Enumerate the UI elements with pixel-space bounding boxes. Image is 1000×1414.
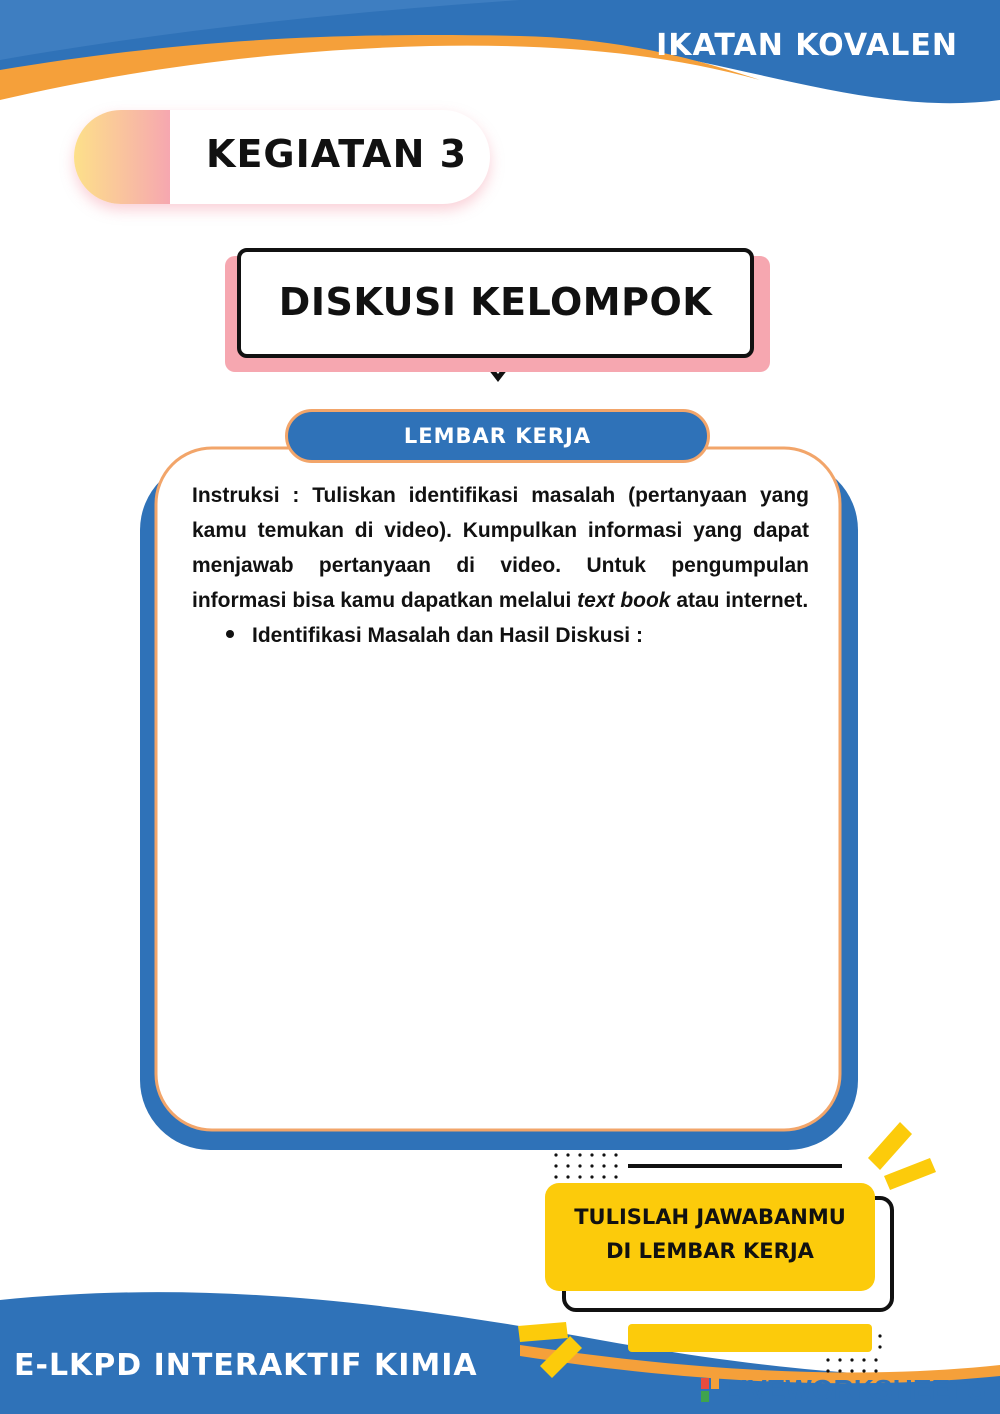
watermark-text: LIVEWORKSHEETS bbox=[723, 1374, 986, 1405]
watermark[interactable] bbox=[701, 1374, 986, 1406]
callout-line2: DI LEMBAR KERJA bbox=[606, 1239, 814, 1263]
bullet-text: Identifikasi Masalah dan Hasil Diskusi : bbox=[252, 624, 643, 647]
liveworksheets-logo-icon bbox=[701, 1378, 719, 1402]
activity-title: KEGIATAN 3 bbox=[206, 132, 468, 176]
callout-text bbox=[545, 1200, 875, 1268]
instruction-part1: Instruksi : Tuliskan identifikasi masalah (pertanyaan yang kamu temukan di video). Kumpulkan informasi yang dapat menjawab pertanyaan di video. Untuk pengumpulan informasi bisa kamu dapatkan melalui bbox=[192, 484, 809, 612]
instruction-text bbox=[192, 478, 809, 618]
callout-line1: TULISLAH JAWABANMU bbox=[574, 1205, 846, 1229]
activity-badge-accent bbox=[74, 110, 170, 204]
activity-badge bbox=[74, 110, 490, 204]
bullet-icon bbox=[226, 630, 234, 638]
instruction-italic: text book bbox=[577, 589, 671, 612]
worksheet-label: LEMBAR KERJA bbox=[403, 424, 592, 448]
bullet-item bbox=[226, 624, 643, 648]
answer-area[interactable] bbox=[180, 670, 820, 1100]
footer-title: E-LKPD INTERAKTIF KIMIA bbox=[14, 1348, 478, 1383]
instruction-part2: atau internet. bbox=[670, 589, 809, 612]
topic-title: IKATAN KOVALEN bbox=[656, 28, 958, 63]
section-title: DISKUSI KELOMPOK bbox=[278, 280, 713, 324]
